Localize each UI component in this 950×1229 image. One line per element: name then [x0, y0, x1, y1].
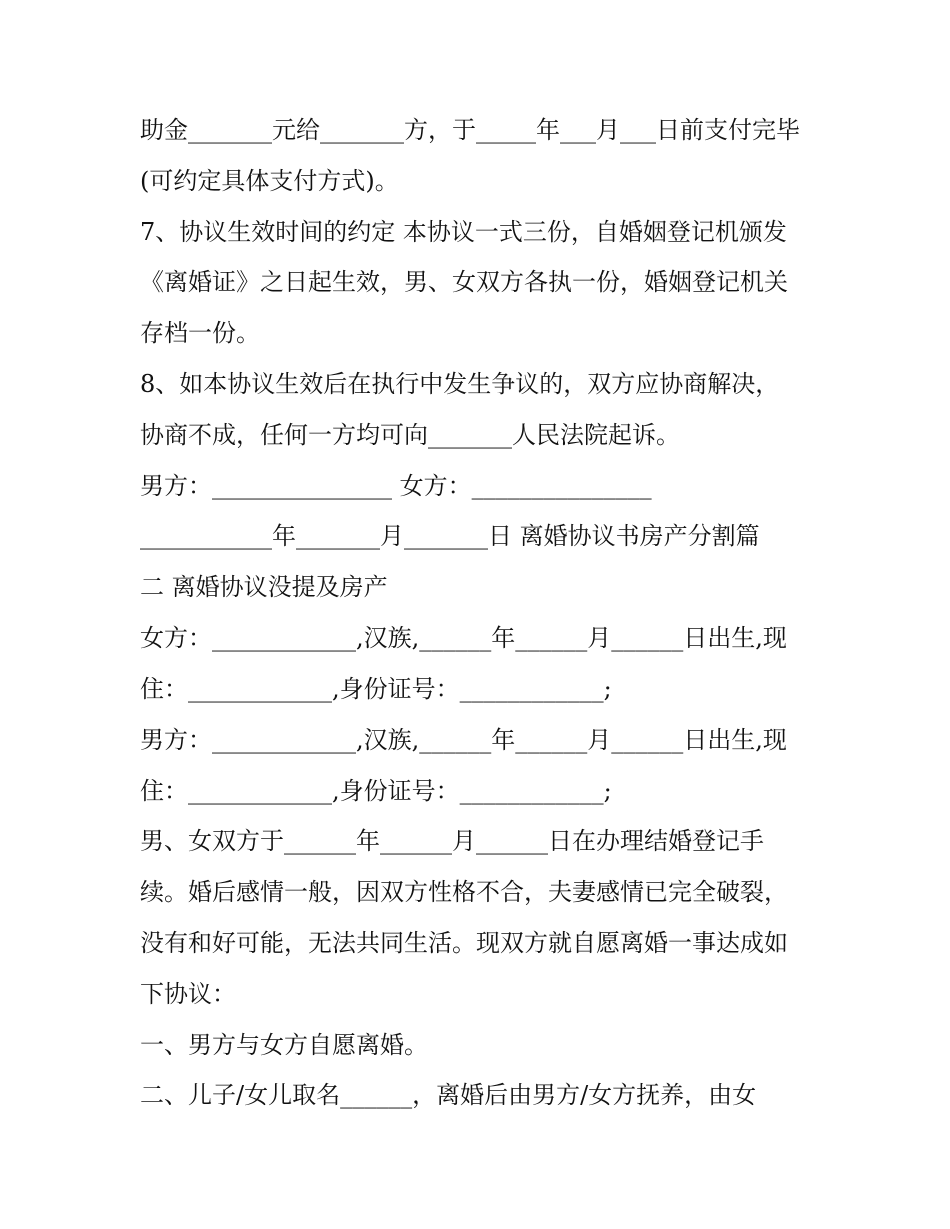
text-line: 协商不成，任何一方均可向_______人民法院起诉。 [140, 421, 680, 449]
section-heading: 二 离婚协议没提及房产 [140, 573, 388, 601]
text-line: 一、男方与女方自愿离婚。 [140, 1031, 428, 1059]
text-line: 《离婚证》之日起生效，男、女双方各执一份，婚姻登记机关 [140, 268, 788, 296]
text-line: 续。婚后感情一般，因双方性格不合，夫妻感情已完全破裂， [140, 878, 788, 906]
text-line: 女方：____________,汉族,______年______月______日出生,现 [140, 624, 787, 652]
text-line: 下协议： [140, 980, 236, 1008]
text-line: (可约定具体支付方式)。 [140, 167, 399, 195]
text-line: 男方：____________,汉族,______年______月______日出生,现 [140, 726, 787, 754]
signature-line: 男方：_______________ 女方：_______________ [140, 472, 652, 500]
text-line: 二、儿子/女儿取名______，离婚后由男方/女方抚养，由女 [140, 1081, 757, 1109]
text-line: 住：____________,身份证号：____________; [140, 675, 612, 703]
date-line: ___________年_______月_______日 离婚协议书房产分割篇 [140, 522, 760, 550]
text-line: 7、协议生效时间的约定 本协议一式三份，自婚姻登记机颁发 [140, 218, 787, 246]
text-line: 男、女双方于______年______月______日在办理结婚登记手 [140, 827, 764, 855]
text-line: 住：____________,身份证号：____________; [140, 777, 612, 805]
text-line: 没有和好可能，无法共同生活。现双方就自愿离婚一事达成如 [140, 929, 788, 957]
text-line: 助金_______元给_______方，于_____年___月___日前支付完毕 [140, 116, 800, 144]
text-line: 8、如本协议生效后在执行中发生争议的，双方应协商解决， [140, 370, 780, 398]
text-line: 存档一份。 [140, 319, 260, 347]
